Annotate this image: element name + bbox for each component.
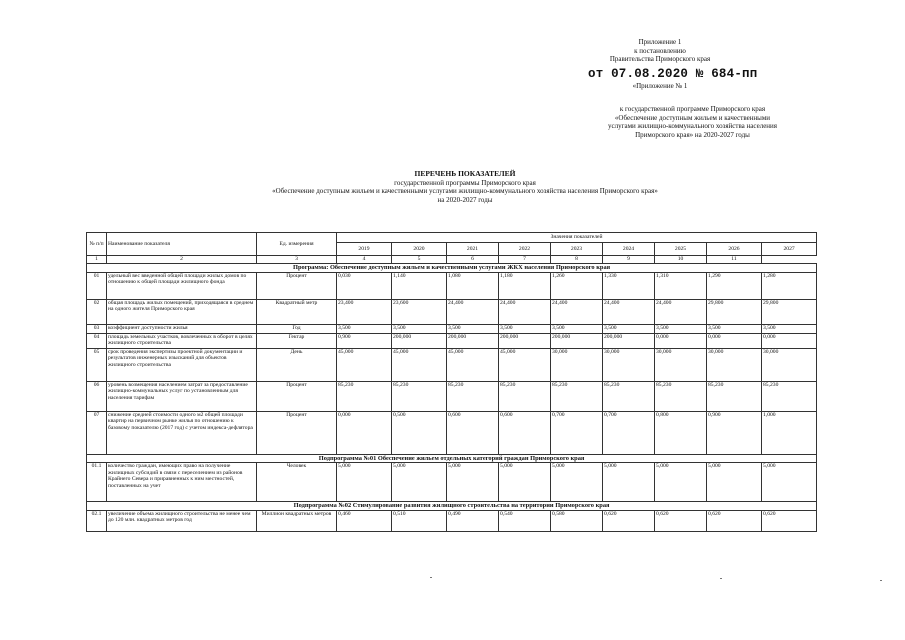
indicator-value: 5,000	[603, 463, 655, 502]
indicator-value: 5,000	[447, 463, 499, 502]
indicator-name: уровень возмещения населением затрат за предоставление жилищно-коммунальных услуг по установленным для населения тарифам	[107, 381, 257, 411]
scan-speck	[720, 578, 722, 579]
indicator-value: 1,290	[707, 272, 762, 299]
column-index: 1	[87, 256, 107, 264]
section-row	[87, 264, 817, 273]
year-header: 2020	[392, 242, 447, 255]
indicator-unit: Процент	[257, 381, 337, 411]
indicator-value: 3,500	[337, 324, 392, 333]
indicator-value: 200,000	[603, 333, 655, 348]
title-line: государственной программы Приморского края	[394, 178, 536, 187]
indicator-value: 45,000	[447, 348, 499, 381]
indicator-number: 01.1	[87, 463, 107, 502]
indicator-unit: Год	[257, 324, 337, 333]
indicator-value: 200,000	[447, 333, 499, 348]
indicator-unit: День	[257, 348, 337, 381]
indicator-name: коэффициент доступности жилья	[107, 324, 257, 333]
indicator-value: 85,230	[551, 381, 603, 411]
year-header: 2027	[762, 242, 817, 255]
indicator-value: 0,000	[337, 411, 392, 454]
indicator-value: 3,500	[447, 324, 499, 333]
indicator-value: 29,800	[762, 299, 817, 324]
indicator-value: 1,330	[603, 272, 655, 299]
section-title: Подпрограмма №02 Стимулирование развития жилищного строительства на территории Приморского края	[87, 502, 817, 511]
table-row	[87, 411, 817, 454]
indicator-value: 5,000	[499, 463, 551, 502]
indicator-value: 1,180	[499, 272, 551, 299]
scan-speck	[880, 580, 882, 581]
indicator-value: 0,800	[655, 411, 707, 454]
indicator-unit: Гектар	[257, 333, 337, 348]
decree-number: от 07.08.2020 № 684-пп	[588, 66, 758, 81]
column-index: 11	[707, 256, 762, 264]
indicator-value: 1,310	[655, 272, 707, 299]
section-row	[87, 502, 817, 511]
indicator-value: 3,500	[551, 324, 603, 333]
indicator-number: 05	[87, 348, 107, 381]
column-index: 4	[337, 256, 392, 264]
indicator-number: 06	[87, 381, 107, 411]
indicator-value: 5,000	[655, 463, 707, 502]
table-row	[87, 381, 817, 411]
document-title	[200, 170, 730, 204]
indicator-value: 85,230	[337, 381, 392, 411]
indicator-value: 30,000	[655, 348, 707, 381]
year-header: 2021	[447, 242, 499, 255]
indicator-value: 1,140	[392, 272, 447, 299]
indicator-value: 29,800	[707, 299, 762, 324]
index-row	[87, 256, 817, 264]
column-index: 3	[257, 256, 337, 264]
indicator-value: 5,000	[392, 463, 447, 502]
indicator-unit: Человек	[257, 463, 337, 502]
indicator-value: 200,000	[551, 333, 603, 348]
table-row	[87, 348, 817, 381]
column-index: 8	[551, 256, 603, 264]
indicator-value: 3,500	[655, 324, 707, 333]
indicator-value: 30,000	[551, 348, 603, 381]
indicator-value: 3,500	[707, 324, 762, 333]
title-heading: ПЕРЕЧЕНЬ ПОКАЗАТЕЛЕЙ	[414, 169, 516, 178]
title-line: на 2020-2027 годы	[437, 195, 493, 204]
indicator-value: 3,500	[392, 324, 447, 333]
indicator-value: 0,580	[551, 510, 603, 531]
indicator-value: 30,000	[762, 348, 817, 381]
indicator-number: 02	[87, 299, 107, 324]
column-index: 10	[655, 256, 707, 264]
header-values: Значения показателей	[337, 233, 817, 243]
indicator-value: 0,460	[337, 510, 392, 531]
year-header: 2023	[551, 242, 603, 255]
year-header: 2024	[603, 242, 655, 255]
table-header-row	[87, 233, 817, 243]
indicator-value: 1,000	[762, 411, 817, 454]
indicator-value: 5,000	[551, 463, 603, 502]
indicator-value: 24,400	[551, 299, 603, 324]
table-row	[87, 299, 817, 324]
indicator-value: 85,230	[499, 381, 551, 411]
indicator-value: 5,000	[762, 463, 817, 502]
title-line: «Обеспечение доступным жильем и качественными услугами жилищно-коммунального хозяйства населения Приморского края»	[272, 187, 658, 196]
indicator-value: 85,230	[603, 381, 655, 411]
section-row	[87, 454, 817, 463]
header-name: Наименование показателя	[107, 233, 257, 256]
indicator-name: снижение средней стоимости одного м2 общей площади квартир на первичном рынке жилья по отношению к базовому показателю (2017 год) с учетом индекса-дефлятора	[107, 411, 257, 454]
indicator-name: удельный вес введенной общей площади жилых домов по отношению к общей площади жилищного фонда	[107, 272, 257, 299]
indicator-value: 5,000	[337, 463, 392, 502]
appendix-line: Правительства Приморского края	[609, 55, 711, 64]
program-ref-line: Приморского края» на 2020-2027 годы	[635, 130, 750, 139]
indicator-name: общая площадь жилых помещений, приходящаяся в среднем на одного жителя Приморского края	[107, 299, 257, 324]
indicator-unit: Квадратный метр	[257, 299, 337, 324]
indicator-value: 23,400	[337, 299, 392, 324]
indicator-value: 0,620	[603, 510, 655, 531]
indicator-value: 0,620	[762, 510, 817, 531]
indicator-value: 0,030	[337, 272, 392, 299]
indicator-number: 04	[87, 333, 107, 348]
indicator-value: 85,230	[707, 381, 762, 411]
indicator-value: 3,500	[762, 324, 817, 333]
indicator-value: 1,080	[447, 272, 499, 299]
appendix-line: «Приложение № 1	[632, 81, 688, 90]
indicator-value: 23,600	[392, 299, 447, 324]
indicator-unit: Процент	[257, 411, 337, 454]
indicator-value: 0,490	[447, 510, 499, 531]
indicator-value: 85,230	[447, 381, 499, 411]
scan-speck	[430, 577, 432, 578]
program-ref-line: «Обеспечение доступным жильем и качественными	[614, 113, 771, 122]
column-index: 6	[447, 256, 499, 264]
indicator-value: 0,000	[762, 333, 817, 348]
program-ref-line: услугами жилищно-коммунального хозяйства населения	[607, 122, 778, 131]
indicators-table	[86, 232, 817, 532]
year-header: 2025	[655, 242, 707, 255]
appendix-line: Приложение 1	[638, 38, 682, 46]
indicator-value: 85,230	[762, 381, 817, 411]
indicator-value: 45,000	[392, 348, 447, 381]
indicator-number: 02.1	[87, 510, 107, 531]
indicator-value: 3,500	[499, 324, 551, 333]
table-row	[87, 463, 817, 502]
indicator-value: 24,400	[499, 299, 551, 324]
indicator-value: 0,000	[655, 333, 707, 348]
indicator-value: 24,400	[447, 299, 499, 324]
indicator-value: 0,700	[603, 411, 655, 454]
indicator-value: 5,000	[707, 463, 762, 502]
indicator-value: 3,500	[603, 324, 655, 333]
indicator-value: 1,260	[551, 272, 603, 299]
table-row	[87, 510, 817, 531]
indicator-value: 30,000	[707, 348, 762, 381]
indicator-value: 0,600	[447, 411, 499, 454]
appendix-header	[560, 38, 760, 90]
column-index: 2	[107, 256, 257, 264]
indicator-value: 0,540	[499, 510, 551, 531]
indicator-unit: Миллион квадратных метров	[257, 510, 337, 531]
indicator-unit: Процент	[257, 272, 337, 299]
indicator-number: 07	[87, 411, 107, 454]
indicator-value: 45,000	[337, 348, 392, 381]
program-ref-line: к государственной программе Приморского края	[619, 105, 766, 113]
table-row	[87, 333, 817, 348]
header-unit: Ед. измерения	[257, 233, 337, 256]
indicator-name: количество граждан, имеющих право на получение жилищных субсидий в связи с переселением из районов Крайнего Севера и приравненных к ним местностей, поставленных на учет	[107, 463, 257, 502]
year-header: 2026	[707, 242, 762, 255]
indicator-name: увеличение объема жилищного строительства не менее чем до 120 млн. квадратных метров год	[107, 510, 257, 531]
column-index: 5	[392, 256, 447, 264]
indicator-value: 30,000	[603, 348, 655, 381]
table-row	[87, 324, 817, 333]
indicator-value: 85,230	[655, 381, 707, 411]
indicator-value: 85,230	[392, 381, 447, 411]
indicator-value: 0,900	[337, 333, 392, 348]
indicator-value: 0,500	[392, 411, 447, 454]
section-title: Подпрограмма №01 Обеспечение жильем отдельных категорий граждан Приморского края	[87, 454, 817, 463]
indicator-value: 0,620	[707, 510, 762, 531]
indicator-value: 0,000	[707, 333, 762, 348]
indicator-value: 0,900	[707, 411, 762, 454]
indicator-value: 0,700	[551, 411, 603, 454]
indicator-number: 01	[87, 272, 107, 299]
indicator-value: 24,400	[603, 299, 655, 324]
appendix-line: к постановлению	[634, 46, 686, 55]
indicator-value: 1,280	[762, 272, 817, 299]
indicator-number: 03	[87, 324, 107, 333]
indicator-value: 0,620	[655, 510, 707, 531]
indicator-value: 200,000	[499, 333, 551, 348]
column-index: 9	[603, 256, 655, 264]
table-row	[87, 272, 817, 299]
indicator-value: 0,600	[499, 411, 551, 454]
indicator-value: 45,000	[499, 348, 551, 381]
indicator-value: 0,510	[392, 510, 447, 531]
header-num: № п/п	[87, 233, 107, 256]
indicator-value: 24,400	[655, 299, 707, 324]
indicator-value: 200,000	[392, 333, 447, 348]
year-header: 2022	[499, 242, 551, 255]
column-index: 7	[499, 256, 551, 264]
year-header: 2019	[337, 242, 392, 255]
section-title: Программа: Обеспечение доступным жильем и качественными услугами ЖКХ населения Приморского края	[87, 264, 817, 273]
indicator-name: срок проведения экспертизы проектной документации и результатов инженерных изысканий для объектов жилищного строительства	[107, 348, 257, 381]
program-reference	[585, 105, 800, 139]
indicator-name: площадь земельных участков, вовлеченных в оборот в целях жилищного строительства	[107, 333, 257, 348]
